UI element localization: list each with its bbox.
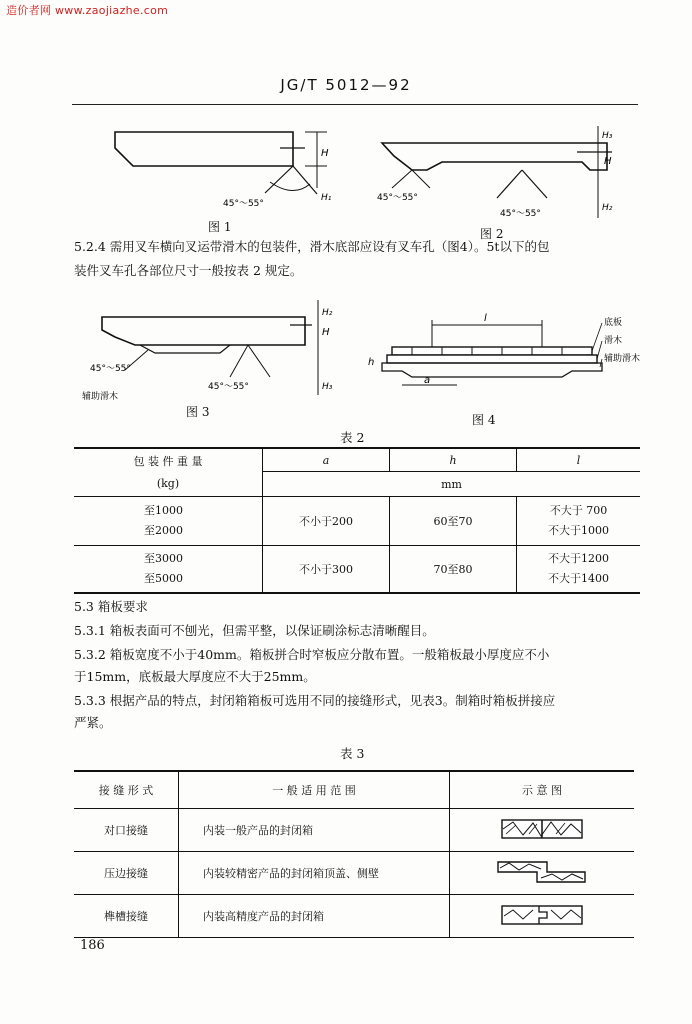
table3-r0-form: 对口接缝 bbox=[74, 809, 179, 852]
table2-col-h: h bbox=[390, 448, 517, 472]
figure-1-caption: 图 1 bbox=[208, 220, 232, 234]
fig2-h: H bbox=[604, 156, 612, 167]
table2-r0-weight0: 至1000 bbox=[144, 504, 183, 517]
fig3-h: H bbox=[322, 327, 330, 338]
figure-3-caption: 图 3 bbox=[186, 405, 210, 419]
fig1-h: H bbox=[321, 148, 329, 159]
fig4-a: a bbox=[424, 375, 431, 386]
table3-head-form: 接 缝 形 式 bbox=[74, 771, 179, 809]
figure-2 bbox=[372, 118, 632, 228]
section-5-2-4-line1: 5.2.4 需用叉车横向叉运带滑木的包装件，滑木底部应设有叉车孔（图4）。5t以下的包 bbox=[74, 239, 550, 254]
table2-r1-l1: 不大于1400 bbox=[548, 572, 609, 585]
table3-r1-form: 压边接缝 bbox=[74, 852, 179, 895]
table2-title: 表 2 bbox=[340, 430, 365, 445]
table2-r1-weight0: 至3000 bbox=[144, 552, 183, 565]
table2-unit-mm: mm bbox=[441, 477, 462, 491]
table2-head-weight: 包 装 件 重 量 bbox=[133, 454, 203, 468]
table3-r2-form: 榫槽接缝 bbox=[74, 895, 179, 938]
table3-head-scope: 一 般 适 用 范 围 bbox=[179, 771, 450, 809]
table-row bbox=[74, 546, 640, 594]
fig2-angle1: 45°～55° bbox=[377, 193, 418, 203]
butt-joint-diagram bbox=[501, 819, 583, 839]
fig3-h2: H₂ bbox=[322, 308, 333, 318]
header-rule bbox=[72, 104, 638, 105]
table2-r0-a: 不小于200 bbox=[263, 497, 390, 546]
page-number: 186 bbox=[80, 938, 105, 953]
table3-head-diagram: 示 意 图 bbox=[522, 784, 562, 797]
figure-4-caption: 图 4 bbox=[472, 413, 496, 427]
section-5-3-2b: 于15mm，底板最大厚度应不大于25mm。 bbox=[74, 669, 316, 684]
table2-head-unit: (kg) bbox=[156, 476, 180, 490]
fig4-h: h bbox=[368, 357, 375, 368]
figure-4 bbox=[362, 305, 672, 410]
table-row bbox=[74, 497, 640, 546]
fig2-angle2: 45°～55° bbox=[500, 209, 541, 219]
figure-1 bbox=[105, 118, 355, 218]
table3-r1-scope: 内装较精密产品的封闭箱顶盖、侧壁 bbox=[179, 852, 450, 895]
table-row bbox=[74, 809, 634, 852]
fig1-h1: H₁ bbox=[321, 193, 332, 203]
fig3-aux-label: 辅助滑木 bbox=[82, 392, 119, 402]
table2-r0-weight1: 至2000 bbox=[144, 524, 183, 537]
table3-title: 表 3 bbox=[340, 746, 365, 761]
table2-col-a: a bbox=[263, 448, 390, 472]
table2-r0-l0: 不大于 700 bbox=[549, 504, 608, 517]
figure-3 bbox=[80, 295, 350, 405]
table2-r0-h: 60至70 bbox=[390, 497, 517, 546]
fig4-skid-label: 滑木 bbox=[604, 336, 623, 346]
lap-joint-diagram bbox=[497, 860, 587, 884]
table-row bbox=[74, 852, 634, 895]
fig2-h3: H₃ bbox=[602, 131, 613, 141]
section-5-3-3b: 严紧。 bbox=[74, 715, 112, 730]
table2-r0-l1: 不大于1000 bbox=[548, 524, 609, 537]
table-row bbox=[74, 895, 634, 938]
table-2 bbox=[74, 447, 640, 594]
section-5-3-2a: 5.3.2 箱板宽度不小于40mm。箱板拼合时窄板应分散布置。一般箱板最小厚度应不小 bbox=[74, 647, 550, 662]
table3-r2-scope: 内装高精度产品的封闭箱 bbox=[179, 895, 450, 938]
table3-r0-scope: 内装一般产品的封闭箱 bbox=[179, 809, 450, 852]
section-5-3-3a: 5.3.3 根据产品的特点，封闭箱箱板可选用不同的接缝形式，见表3。制箱时箱板拼接应 bbox=[74, 693, 556, 708]
table-3 bbox=[74, 770, 634, 938]
tongue-groove-joint-diagram bbox=[501, 904, 583, 926]
fig4-board-label: 底板 bbox=[604, 318, 623, 328]
fig3-h3: H₃ bbox=[322, 382, 333, 392]
section-5-2-4-line2: 装件叉车孔各部位尺寸一般按表 2 规定。 bbox=[74, 263, 303, 278]
figure-2-caption: 图 2 bbox=[480, 227, 504, 241]
watermark: 造价者网 www.zaojiazhe.com bbox=[6, 4, 169, 17]
fig3-angle2: 45°～55° bbox=[208, 382, 249, 392]
fig3-angle1: 45°～55° bbox=[90, 364, 131, 374]
table2-r1-a: 不小于300 bbox=[263, 546, 390, 594]
section-5-3-title: 5.3 箱板要求 bbox=[74, 599, 148, 614]
fig2-h2: H₂ bbox=[602, 203, 613, 213]
table2-r1-h: 70至80 bbox=[390, 546, 517, 594]
section-5-3-1: 5.3.1 箱板表面可不刨光，但需平整，以保证刷涂标志清晰醒目。 bbox=[74, 623, 435, 638]
table2-col-l: l bbox=[517, 448, 641, 472]
table2-r1-weight1: 至5000 bbox=[144, 572, 183, 585]
page-header: JG/T 5012—92 bbox=[280, 76, 412, 94]
fig4-l: l bbox=[484, 313, 487, 324]
fig4-aux-label: 辅助滑木 bbox=[604, 354, 641, 364]
fig1-angle: 45°～55° bbox=[223, 199, 264, 209]
table2-r1-l0: 不大于1200 bbox=[548, 552, 609, 565]
